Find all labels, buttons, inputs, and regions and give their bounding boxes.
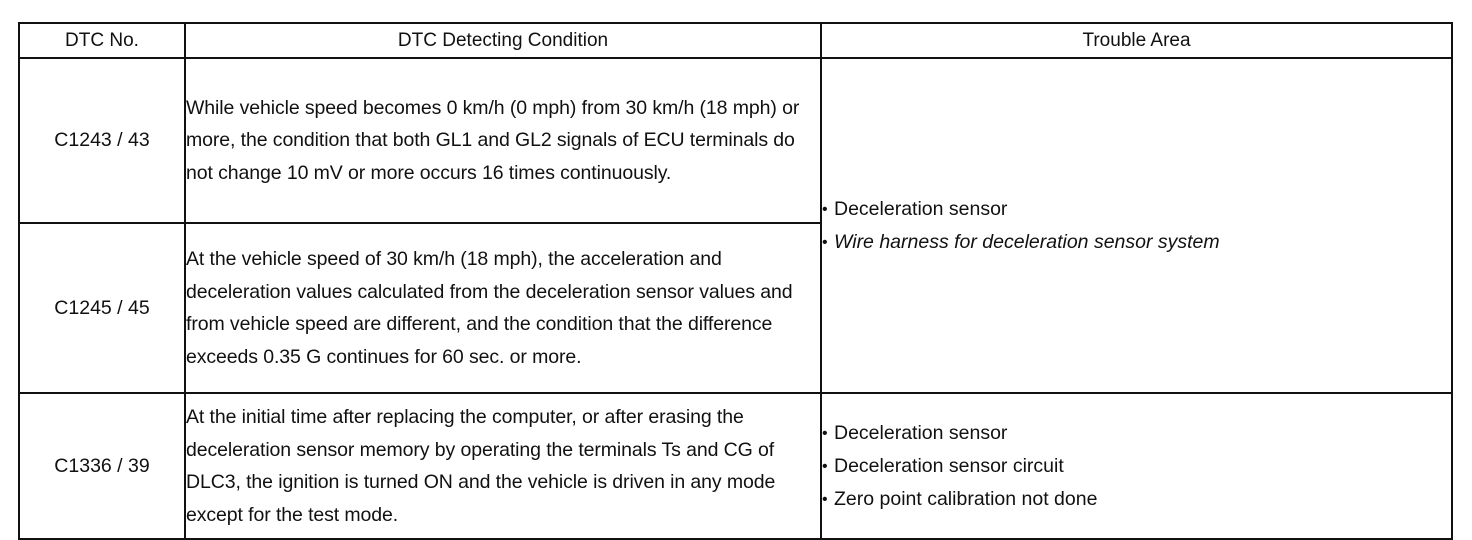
detecting-condition: At the initial time after replacing the computer, or after erasing the deceleration sensor memory by operating the terminals Ts and CG of DLC3, the ignition is turned ON and the vehicle is driven in any mode except for the test mode. xyxy=(185,393,821,539)
list-item xyxy=(822,450,1451,483)
table-row xyxy=(19,58,1452,223)
bullet-icon: • xyxy=(822,490,828,508)
header-trouble-area: Trouble Area xyxy=(821,23,1452,58)
header-detecting-condition: DTC Detecting Condition xyxy=(185,23,821,58)
header-dtc-no: DTC No. xyxy=(19,23,185,58)
trouble-area-item: Deceleration sensor circuit xyxy=(834,454,1064,477)
list-item xyxy=(822,226,1451,259)
trouble-area-item: Zero point calibration not done xyxy=(834,487,1098,510)
list-item xyxy=(822,193,1451,226)
dtc-code: C1336 / 39 xyxy=(19,393,185,539)
trouble-area-item: Wire harness for deceleration sensor system xyxy=(834,230,1220,253)
detecting-condition: At the vehicle speed of 30 km/h (18 mph), the acceleration and deceleration values calculated from the deceleration sensor values and from vehicle speed are different, and the condition that the difference exceeds 0.35 G continues for 60 sec. or more. xyxy=(185,223,821,393)
detecting-condition: While vehicle speed becomes 0 km/h (0 mph) from 30 km/h (18 mph) or more, the condition that both GL1 and GL2 signals of ECU terminals do not change 10 mV or more occurs 16 times continuously. xyxy=(185,58,821,223)
trouble-area-item: Deceleration sensor xyxy=(834,197,1008,220)
dtc-code: C1245 / 45 xyxy=(19,223,185,393)
trouble-area-list xyxy=(822,417,1451,516)
table-row xyxy=(19,393,1452,539)
dtc-table xyxy=(18,22,1453,540)
trouble-area-item: Deceleration sensor xyxy=(834,421,1008,444)
bullet-icon: • xyxy=(822,457,828,475)
trouble-area-cell xyxy=(821,58,1452,393)
bullet-icon: • xyxy=(822,424,828,442)
bullet-icon: • xyxy=(822,233,828,251)
list-item xyxy=(822,417,1451,450)
list-item xyxy=(822,483,1451,516)
trouble-area-cell xyxy=(821,393,1452,539)
trouble-area-list xyxy=(822,193,1451,259)
bullet-icon: • xyxy=(822,200,828,218)
header-row xyxy=(19,23,1452,58)
dtc-code: C1243 / 43 xyxy=(19,58,185,223)
